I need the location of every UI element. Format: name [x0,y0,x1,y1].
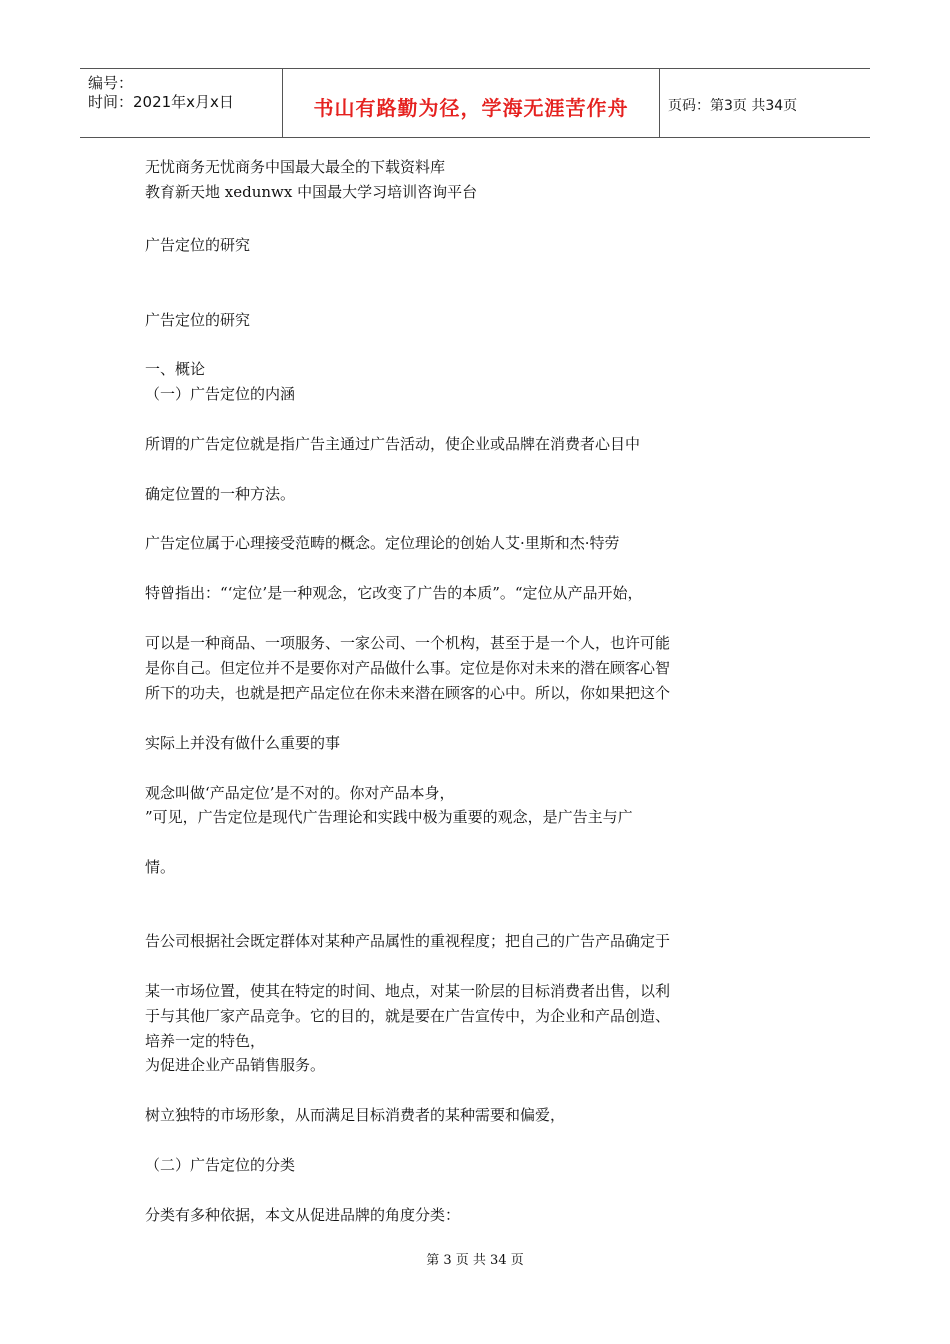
subheading-connotation: （一）广告定位的内涵 [145,385,296,403]
footer-page-number: 第 3 页 共 34 页 [426,1253,524,1268]
document-header [80,68,870,138]
paragraph-line: 广告定位属于心理接受范畴的概念。定位理论的创始人艾·里斯和杰·特劳 [145,534,620,552]
paragraph-line: 某一市场位置，使其在特定的时间、地点，对某一阶层的目标消费者出售，以利 [145,982,671,1000]
paragraph-line: 所谓的广告定位就是指广告主通过广告活动，使企业或品牌在消费者心目中 [145,435,641,453]
paragraph-line: 于与其他厂家产品竞争。它的目的，就是要在广告宣传中，为企业和产品创造、 [145,1007,671,1025]
paragraph-line: 所下的功夫，也就是把产品定位在你未来潜在顾客的心中。所以，你如果把这个 [145,684,671,702]
source-line-1: 无忧商务无忧商务中国最大最全的下载资料库 [145,158,446,176]
paragraph-line: 观念叫做‘产品定位’是不对的。你对产品本身， [145,784,455,802]
paragraph-line: 是你自己。但定位并不是要你对产品做什么事。定位是你对未来的潜在顾客心智 [145,659,671,677]
paragraph-line: 分类有多种依据，本文从促进品牌的角度分类： [145,1206,461,1224]
paragraph-line: ”可见，广告定位是现代广告理论和实践中极为重要的观念，是广告主与广 [145,808,633,826]
paragraph-line: 培养一定的特色， [145,1032,266,1050]
paragraph-line: 可以是一种商品、一项服务、一家公司、一个机构，甚至于是一个人，也许可能 [145,634,671,652]
section-title: 广告定位的研究 [145,311,251,329]
paragraph-line: 实际上并没有做什么重要的事 [145,734,341,752]
header-page-info: 页码：第3页 共34页 [668,98,798,114]
document-title: 广告定位的研究 [145,236,251,254]
header-page-cell [660,69,870,137]
paragraph-line: 树立独特的市场形象，从而满足目标消费者的某种需要和偏爱， [145,1106,566,1124]
document-time-label: 时间：2021年x月x日 [88,93,234,111]
heading-overview: 一、概论 [145,360,206,378]
header-motto: 书山有路勤为径，学海无涯苦作舟 [313,96,629,120]
document-number-label: 编号： [88,74,134,92]
header-left-cell [80,69,283,137]
source-line-2: 教育新天地 xedunwx 中国最大学习培训咨询平台 [145,183,478,201]
paragraph-line: 特曾指出：“‘定位’是一种观念，它改变了广告的本质”。“定位从产品开始， [145,584,643,602]
header-motto-cell [283,69,660,137]
page-footer [0,1249,950,1268]
paragraph-line: 确定位置的一种方法。 [145,485,296,503]
paragraph-line: 为促进企业产品销售服务。 [145,1056,326,1074]
paragraph-line: 情。 [145,858,176,876]
paragraph-line: 告公司根据社会既定群体对某种产品属性的重视程度；把自己的广告产品确定于 [145,932,671,950]
subheading-classification: （二）广告定位的分类 [145,1156,296,1174]
